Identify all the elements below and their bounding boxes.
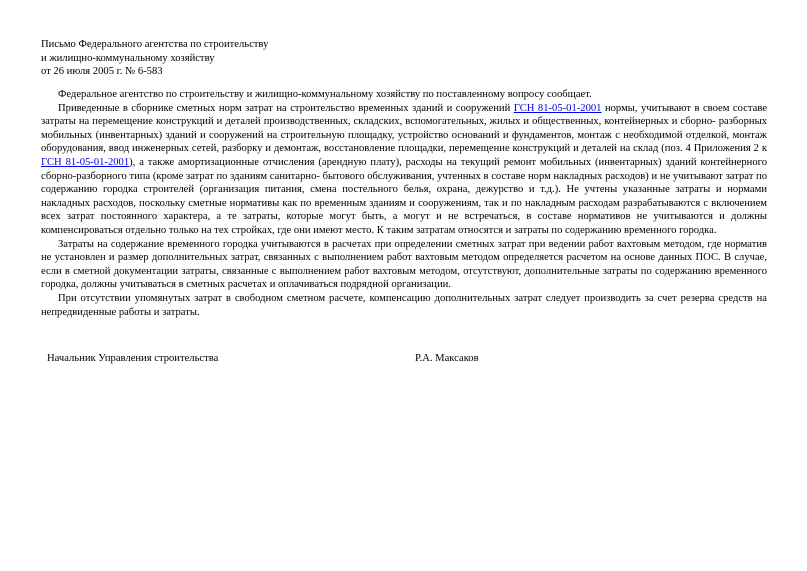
header-line-3: от 26 июля 2005 г. № 6-583 [41,66,163,78]
paragraph-1-text-a: Приведенные в сборнике сметных норм затрат на строительство временных зданий и сооружений [58,102,514,114]
signature-position: Начальник Управления строительства [47,353,219,364]
letter-header [41,38,461,79]
paragraph-1-text-b: нормы, учитывают в своем составе затраты на перемещение конструкций и деталей производственных, складских, вспомогательных, жилых и общественных, контейнерных и сборно- разборных мобильных (инвентарных) зданий и сооружений на строительную площадку, устройство оснований и фундаментов, монтаж с необходимой отделкой, монтаж оборудования, ввод инженерных сетей, разборку и демонтаж, восстановление площадки, перемещение конструкций и деталей на склад (поз. 4 Приложения 2 к [41,102,767,155]
gsn-link-1[interactable]: ГСН 81-05-01-2001 [513,102,602,114]
paragraph-1-text-c: ), а также амортизационные отчисления (арендную плату), расходы на текущий ремонт мобильных (инвентарных) зданий контейнерного сборно-разборного типа (кроме затрат по зданиям санитарно- бытового обслуживания, учтенных в составе норм накладных расходов) и не учитывают затрат по содержанию городка строителей (организация питания, смена постельного белья, охрана, дежурство и т.д.). Не учтены указанные затраты и нормами накладных расходов, поскольку сметные нормативы как по временным зданиям и сооружениям, так и по накладным расходам разрабатываются с включением всех затрат постоянного характера, а те затраты, которые могут быть, а могут и не встречаться, в составе нормативов не учитываются и должны компенсироваться отдельно только на тех стройках, где они имеют место. К таким затратам относятся и затраты по содержанию временного городка. [41,156,767,236]
gsn-link-2[interactable]: ГСН 81-05-01-2001 [41,156,130,168]
paragraph-1 [41,102,767,238]
signature-name: Р.А. Максаков [415,353,479,364]
header-line-2: и жилищно-коммунальному хозяйству [41,52,215,64]
letter-body [41,88,767,319]
paragraph-3: При отсутствии упомянутых затрат в свободном сметном расчете, компенсацию дополнительных затрат следует производить за счет резерва средств на непредвиденные работы и затраты. [41,292,767,318]
paragraph-2: Затраты на содержание временного городка учитываются в расчетах при определении сметных затрат при ведении работ вахтовым методом, где норматив не установлен и размер дополнительных затрат, связанных с выполнением работ вахтовым методом определяется расчетом на основе данных ПОС. В случае, если в сметной документации затраты, связанные с выполнением работ вахтовым методом, отсутствуют, дополнительные затраты по содержанию временного городка, должны учитываться в сметных расчетах и оплачиваться подрядной организации. [41,238,767,291]
intro-paragraph: Федеральное агентство по строительству и жилищно-коммунальному хозяйству по поставленному вопросу сообщает. [58,89,592,100]
header-line-1: Письмо Федерального агентства по строительству [41,39,269,50]
